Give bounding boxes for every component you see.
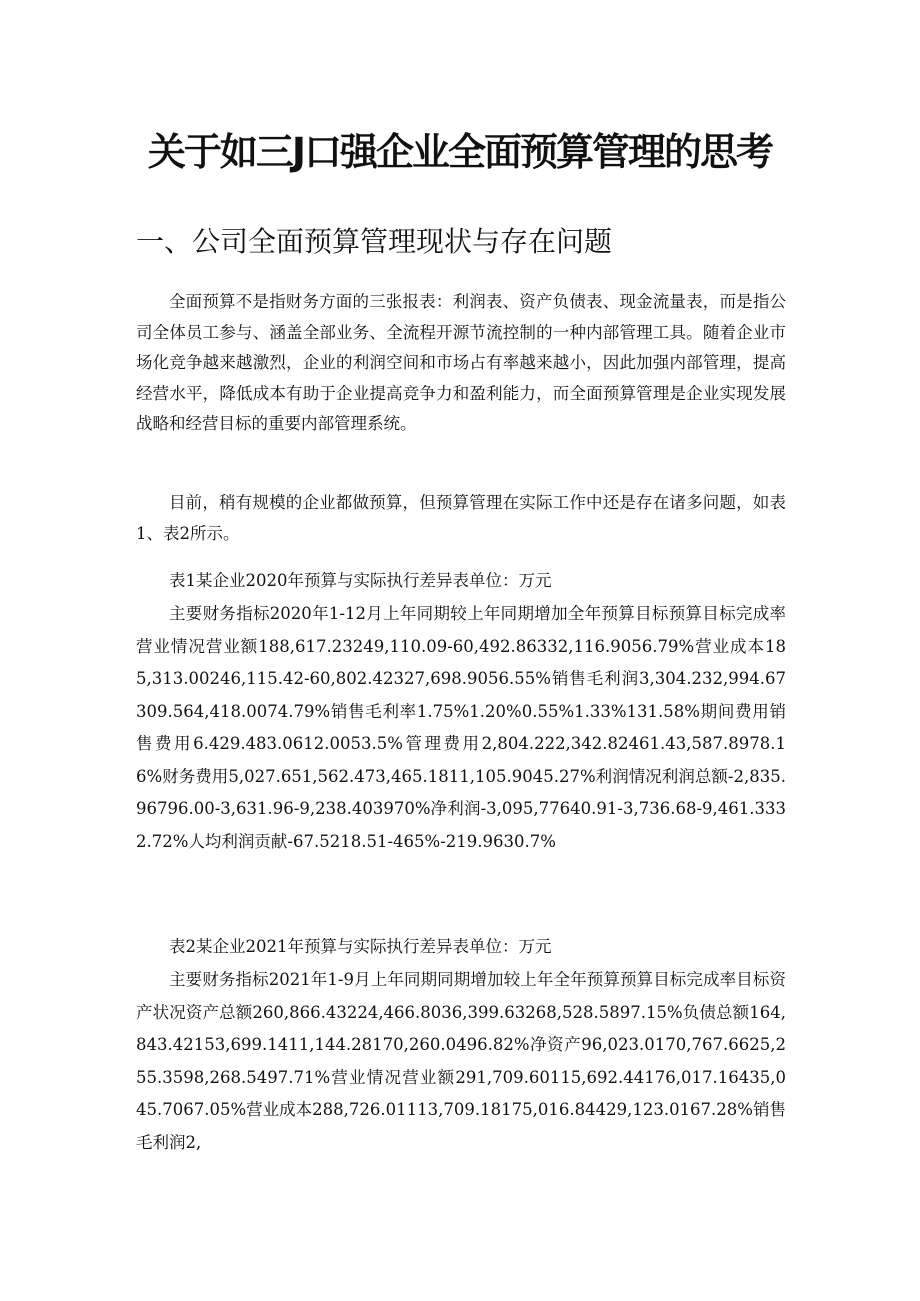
- paragraph-intro: 全面预算不是指财务方面的三张报表：利润表、资产负债表、现金流量表，而是指公司全体员工参与、涵盖全部业务、全流程开源节流控制的一种内部管理工具。随着企业市场化竞争越来越激烈，企业的利润空间和市场占有率越来越小，因此加强内部管理，提高经营水平，降低成本有助于企业提高竞争力和盈利能力，而全面预算管理是企业实现发展战略和经营目标的重要内部管理系统。: [136, 292, 786, 433]
- table1-caption: 表1某企业2020年预算与实际执行差异表单位：万元: [169, 571, 552, 590]
- table1-body: 主要财务指标2020年1-12月上年同期较上年同期增加全年预算目标预算目标完成率营业情况营业额188,617.23249,110.09-60,492.86332,116.9056.79%营业成本185,313.00246,115.42-60,802.42327,698.9056.55%销售毛利润3,304.232,994.67309.564,418.0074.79%销售毛利率1.75%1.20%0.55%1.33%131.58%期间费用销售费用6.429.483.0612.0053.5%管理费用2,804.222,342.82461.43,587.8978.16%财务费用5,027.651,562.473,465.1811,105.9045.27%利润情况利润总额-2,835.96796.00-3,631.96-9,238.403970%净利润-3,095,77640.91-3,736.68-9,461.3332.72%人均利润贡献-67.5218.51-465%-219.9630.7%: [136, 604, 786, 851]
- paragraph-current-status: 目前，稍有规模的企业都做预算，但预算管理在实际工作中还是存在诸多问题，如表1、表2所示。: [136, 493, 786, 543]
- table2-caption: 表2某企业2021年预算与实际执行差异表单位：万元: [169, 937, 552, 956]
- table2-body: 主要财务指标2021年1-9月上年同期同期增加较上年全年预算预算目标完成率目标资产状况资产总额260,866.43224,466.8036,399.63268,528.5897.15%负债总额164,843.42153,699.1411,144.28170,260.0496.82%净资产96,023.0170,767.6625,255.3598,268.5497.71%营业情况营业额291,709.60115,692.44176,017.16435,045.7067.05%营业成本288,726.01113,709.18175,016.84429,123.0167.28%销售毛利润2,: [136, 970, 786, 1152]
- section-heading: 一、公司全面预算管理现状与存在问题: [136, 225, 613, 258]
- document-title: 关于如三J口强企业全面预算管理的思考: [147, 130, 773, 174]
